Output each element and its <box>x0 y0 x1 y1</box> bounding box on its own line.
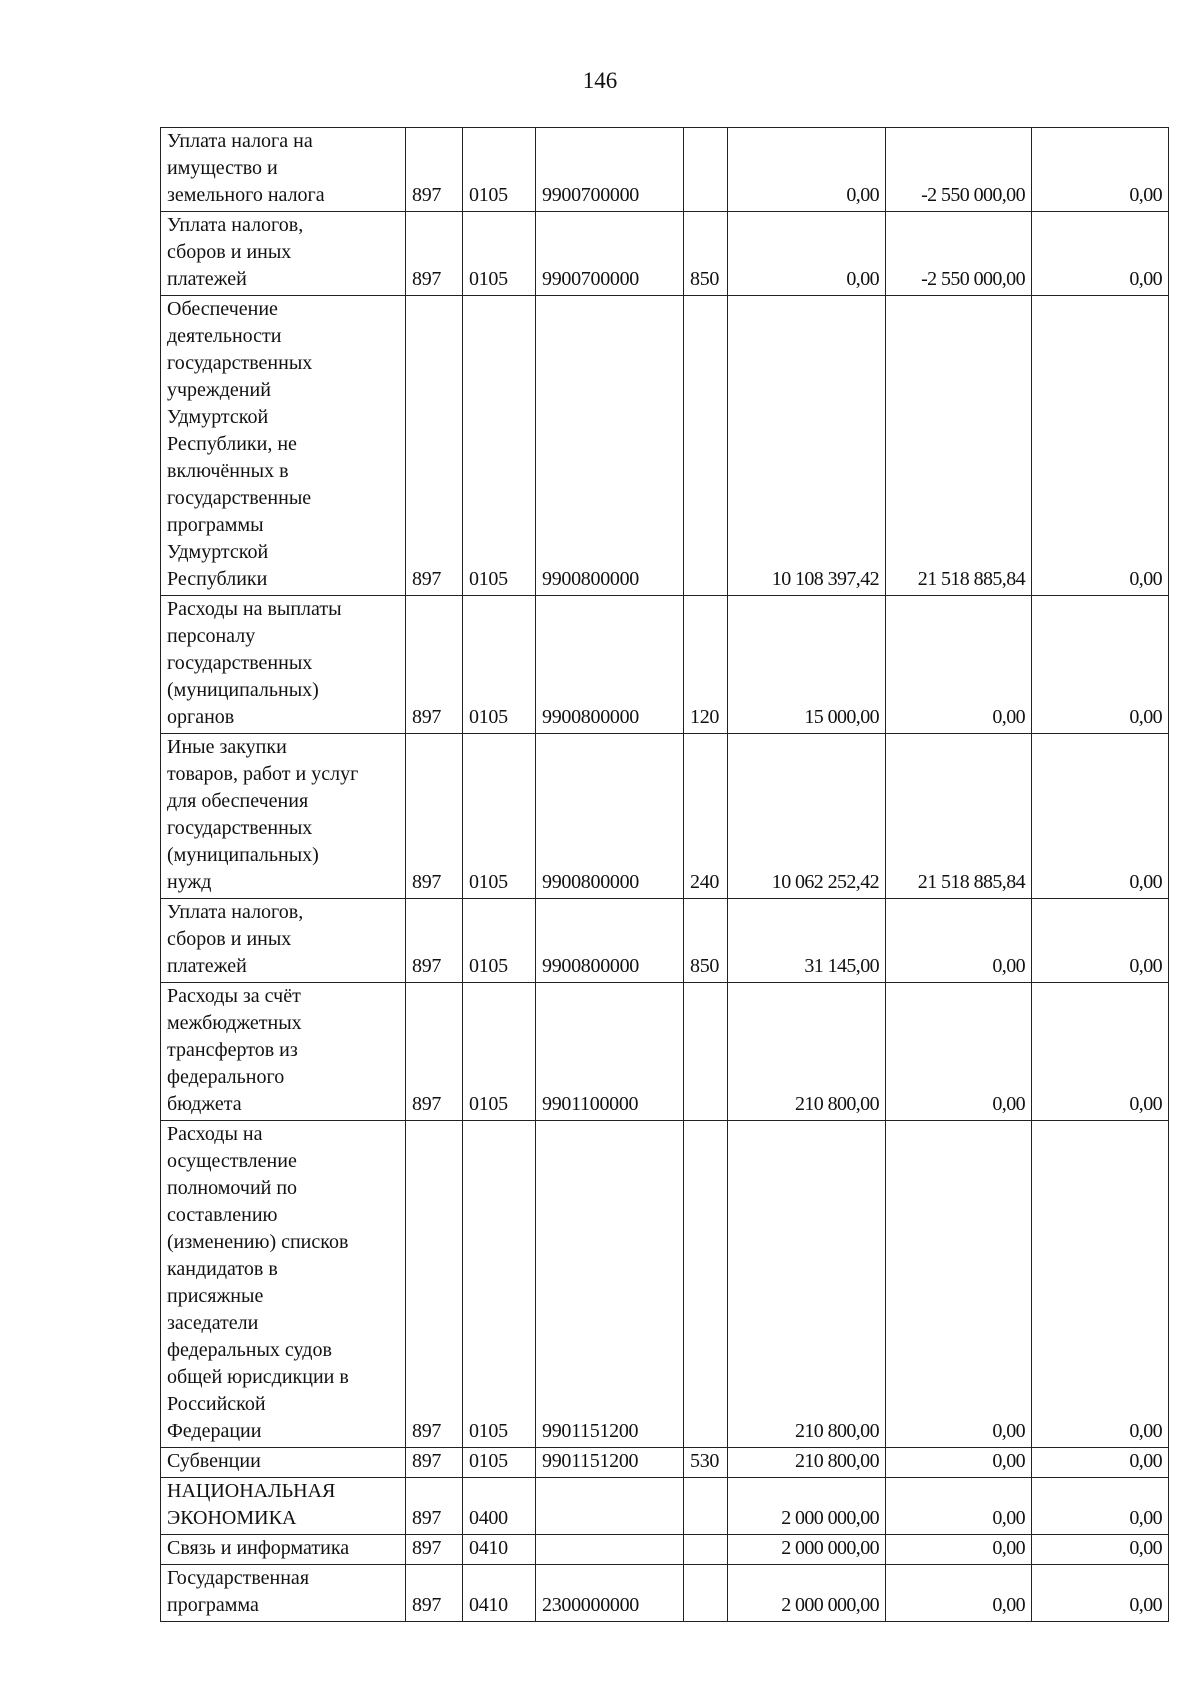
table-row <box>161 899 1169 983</box>
amount-cell-3: 0,00 <box>1032 1121 1169 1448</box>
amount-cell-2: 0,00 <box>886 596 1032 734</box>
table-row <box>161 1478 1169 1535</box>
expense-type-cell <box>684 1478 728 1535</box>
ministry-code-cell: 897 <box>406 734 463 899</box>
target-code-cell <box>536 1535 684 1565</box>
amount-cell-1: 2 000 000,00 <box>728 1535 886 1565</box>
ministry-code-cell: 897 <box>406 296 463 596</box>
row-name-cell: Связь и информатика <box>161 1535 406 1565</box>
row-name-cell: Уплата налога на имущество и земельного налога <box>161 128 406 212</box>
section-code-cell: 0105 <box>463 899 536 983</box>
table-row <box>161 734 1169 899</box>
amount-cell-1: 210 800,00 <box>728 1448 886 1478</box>
target-code-cell: 9901151200 <box>536 1121 684 1448</box>
target-code-cell: 9900800000 <box>536 596 684 734</box>
table-row <box>161 596 1169 734</box>
table-row <box>161 983 1169 1121</box>
ministry-code-cell: 897 <box>406 128 463 212</box>
target-code-cell: 9900700000 <box>536 212 684 296</box>
section-code-cell: 0410 <box>463 1535 536 1565</box>
target-code-cell: 9900700000 <box>536 128 684 212</box>
amount-cell-3: 0,00 <box>1032 983 1169 1121</box>
amount-cell-1: 0,00 <box>728 212 886 296</box>
amount-cell-2: 0,00 <box>886 1535 1032 1565</box>
amount-cell-3: 0,00 <box>1032 128 1169 212</box>
amount-cell-3: 0,00 <box>1032 212 1169 296</box>
target-code-cell: 9901151200 <box>536 1448 684 1478</box>
table-row <box>161 1448 1169 1478</box>
amount-cell-3: 0,00 <box>1032 734 1169 899</box>
expense-type-cell <box>684 983 728 1121</box>
table-row <box>161 1565 1169 1622</box>
target-code-cell: 9900800000 <box>536 296 684 596</box>
row-name-cell: Обеспечение деятельности государственных учреждений Удмуртской Республики, не включённых в государственные программы Удмуртской Республики <box>161 296 406 596</box>
amount-cell-1: 0,00 <box>728 128 886 212</box>
expense-type-cell: 240 <box>684 734 728 899</box>
expense-type-cell: 530 <box>684 1448 728 1478</box>
section-code-cell: 0400 <box>463 1478 536 1535</box>
row-name-cell: НАЦИОНАЛЬНАЯ ЭКОНОМИКА <box>161 1478 406 1535</box>
ministry-code-cell: 897 <box>406 1478 463 1535</box>
expense-type-cell: 850 <box>684 212 728 296</box>
amount-cell-2: 21 518 885,84 <box>886 296 1032 596</box>
row-name-cell: Иные закупки товаров, работ и услуг для обеспечения государственных (муниципальных) нужд <box>161 734 406 899</box>
section-code-cell: 0105 <box>463 596 536 734</box>
target-code-cell: 9901100000 <box>536 983 684 1121</box>
budget-table <box>160 127 1169 1622</box>
expense-type-cell: 120 <box>684 596 728 734</box>
expense-type-cell <box>684 1565 728 1622</box>
amount-cell-3: 0,00 <box>1032 1535 1169 1565</box>
amount-cell-3: 0,00 <box>1032 1565 1169 1622</box>
table-row <box>161 296 1169 596</box>
amount-cell-3: 0,00 <box>1032 1478 1169 1535</box>
amount-cell-2: 0,00 <box>886 1121 1032 1448</box>
ministry-code-cell: 897 <box>406 596 463 734</box>
section-code-cell: 0105 <box>463 1448 536 1478</box>
table-row <box>161 128 1169 212</box>
ministry-code-cell: 897 <box>406 1448 463 1478</box>
amount-cell-2: 0,00 <box>886 983 1032 1121</box>
amount-cell-2: 0,00 <box>886 1448 1032 1478</box>
page-number: 146 <box>582 68 618 93</box>
row-name-cell: Расходы на осуществление полномочий по составлению (изменению) списков кандидатов в присяжные заседатели федеральных судов общей юрисдикции в Российской Федерации <box>161 1121 406 1448</box>
row-name-cell: Уплата налогов, сборов и иных платежей <box>161 899 406 983</box>
amount-cell-1: 210 800,00 <box>728 983 886 1121</box>
ministry-code-cell: 897 <box>406 1121 463 1448</box>
target-code-cell: 9900800000 <box>536 734 684 899</box>
amount-cell-2: 0,00 <box>886 899 1032 983</box>
ministry-code-cell: 897 <box>406 1535 463 1565</box>
amount-cell-3: 0,00 <box>1032 596 1169 734</box>
row-name-cell: Субвенции <box>161 1448 406 1478</box>
target-code-cell: 9900800000 <box>536 899 684 983</box>
section-code-cell: 0410 <box>463 1565 536 1622</box>
amount-cell-3: 0,00 <box>1032 899 1169 983</box>
amount-cell-1: 10 108 397,42 <box>728 296 886 596</box>
table-row <box>161 1121 1169 1448</box>
target-code-cell: 2300000000 <box>536 1565 684 1622</box>
amount-cell-2: -2 550 000,00 <box>886 212 1032 296</box>
section-code-cell: 0105 <box>463 296 536 596</box>
row-name-cell: Уплата налогов, сборов и иных платежей <box>161 212 406 296</box>
amount-cell-1: 2 000 000,00 <box>728 1478 886 1535</box>
row-name-cell: Государственная программа <box>161 1565 406 1622</box>
amount-cell-2: 0,00 <box>886 1565 1032 1622</box>
section-code-cell: 0105 <box>463 212 536 296</box>
amount-cell-1: 2 000 000,00 <box>728 1565 886 1622</box>
expense-type-cell <box>684 128 728 212</box>
amount-cell-2: 21 518 885,84 <box>886 734 1032 899</box>
table-body <box>161 128 1169 1622</box>
section-code-cell: 0105 <box>463 734 536 899</box>
section-code-cell: 0105 <box>463 983 536 1121</box>
table-row <box>161 212 1169 296</box>
table-row <box>161 1535 1169 1565</box>
row-name-cell: Расходы за счёт межбюджетных трансфертов из федерального бюджета <box>161 983 406 1121</box>
expense-type-cell <box>684 1535 728 1565</box>
ministry-code-cell: 897 <box>406 899 463 983</box>
amount-cell-2: 0,00 <box>886 1478 1032 1535</box>
amount-cell-1: 10 062 252,42 <box>728 734 886 899</box>
ministry-code-cell: 897 <box>406 1565 463 1622</box>
amount-cell-1: 31 145,00 <box>728 899 886 983</box>
expense-type-cell: 850 <box>684 899 728 983</box>
expense-type-cell <box>684 1121 728 1448</box>
section-code-cell: 0105 <box>463 1121 536 1448</box>
target-code-cell <box>536 1478 684 1535</box>
amount-cell-3: 0,00 <box>1032 1448 1169 1478</box>
amount-cell-3: 0,00 <box>1032 296 1169 596</box>
section-code-cell: 0105 <box>463 128 536 212</box>
amount-cell-1: 210 800,00 <box>728 1121 886 1448</box>
expense-type-cell <box>684 296 728 596</box>
ministry-code-cell: 897 <box>406 983 463 1121</box>
ministry-code-cell: 897 <box>406 212 463 296</box>
amount-cell-1: 15 000,00 <box>728 596 886 734</box>
amount-cell-2: -2 550 000,00 <box>886 128 1032 212</box>
row-name-cell: Расходы на выплаты персоналу государственных (муниципальных) органов <box>161 596 406 734</box>
